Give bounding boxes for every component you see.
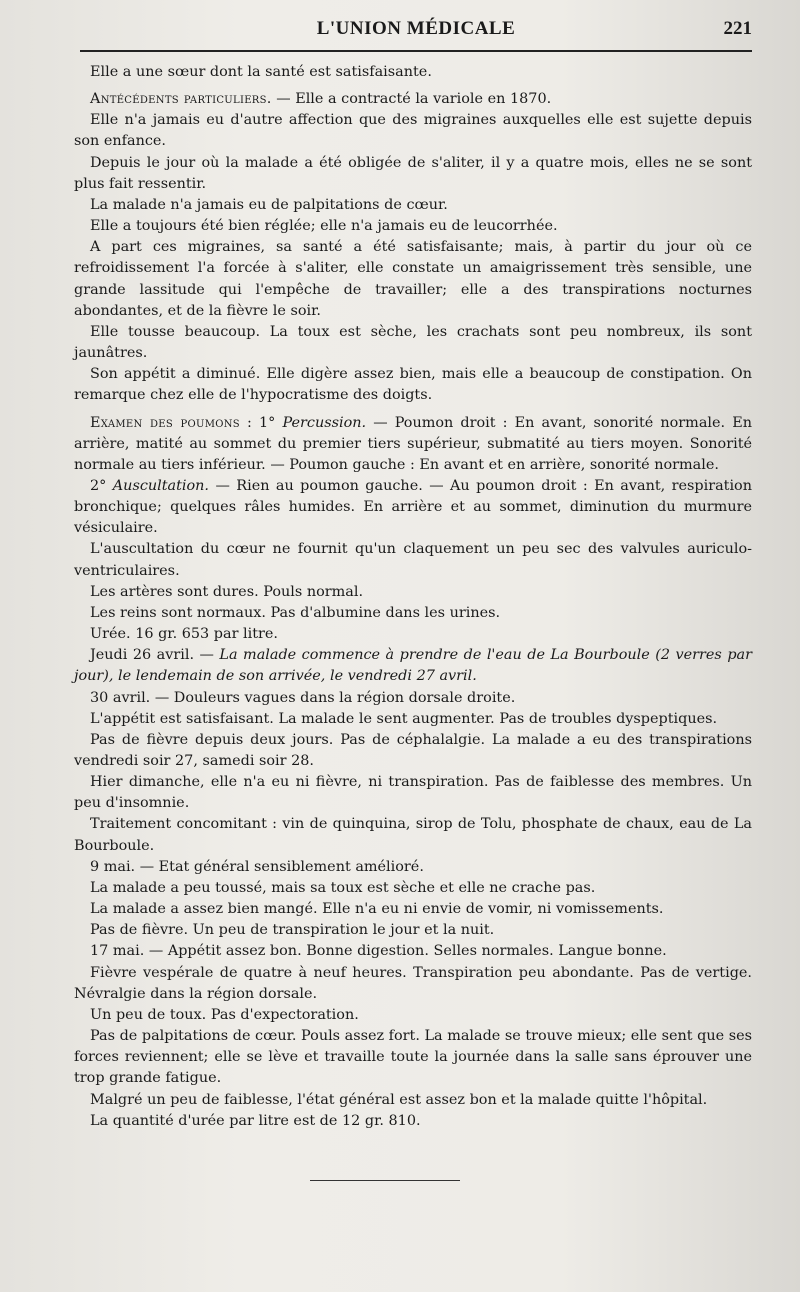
paragraph: Un peu de toux. Pas d'expectoration.: [90, 1006, 359, 1023]
paragraph: Traitement concomitant : vin de quinquina, sirop de Tolu, phosphate de chaux, eau de La Bourboule.: [74, 816, 752, 854]
journal-title: L'UNION MÉDICALE: [316, 18, 516, 39]
paragraph: Les reins sont normaux. Pas d'albumine dans les urines.: [90, 604, 501, 621]
section-label: Antécédents particuliers.: [90, 91, 272, 108]
end-rule: [310, 1180, 460, 1181]
paragraph: Pas de fièvre. Un peu de transpiration le jour et la nuit.: [90, 922, 495, 939]
page-number: 221: [723, 18, 752, 39]
paragraph: Hier dimanche, elle n'a eu ni fièvre, ni transpiration. Pas de faiblesse des membres. Un peu d'insomnie.: [74, 774, 752, 812]
italic-heading: Auscultation.: [112, 477, 210, 494]
paragraph-text: — Poumon droit : En avant, sonorité normale. En arrière, matité au sommet du premier tiers supérieur, submatité au tiers moyen. Sonorité normale au tiers inférieur. — Poumon gauche : En avant et en arrière, sonorité normale.: [74, 414, 752, 473]
paragraph: A part ces migraines, sa santé a été satisfaisante; mais, à partir du jour où ce refroidissement l'a forcée à s'aliter, elle constate un amaigrissement très sensible, une grande lassitude qui l'empêche de travailler; elle a des transpirations nocturnes abondantes, et de la fièvre le soir.: [74, 239, 752, 319]
paragraph-text: : 1°: [239, 414, 283, 431]
paragraph: 9 mai. — Etat général sensiblement amélioré.: [90, 858, 424, 875]
paragraph: Les artères sont dures. Pouls normal.: [90, 583, 364, 600]
article-body: [74, 62, 752, 1132]
paragraph: [74, 476, 752, 539]
paragraph: [74, 89, 752, 110]
paragraph: 17 mai. — Appétit assez bon. Bonne digestion. Selles normales. Langue bonne.: [90, 943, 667, 960]
paragraph-text: 2°: [90, 477, 113, 494]
paragraph: Elle tousse beaucoup. La toux est sèche, les crachats sont peu nombreux, ils sont jaunâtres.: [74, 323, 752, 362]
paragraph-text: — Elle a contracté la variole en 1870.: [271, 91, 552, 108]
paragraph: Elle n'a jamais eu d'autre affection que des migraines auxquelles elle est sujette depuis son enfance.: [74, 112, 752, 150]
paragraph: La malade a peu toussé, mais sa toux est sèche et elle ne crache pas.: [90, 879, 596, 896]
paragraph: L'appétit est satisfaisant. La malade le sent augmenter. Pas de troubles dyspeptiques.: [90, 710, 718, 727]
paragraph: Depuis le jour où la malade a été obligée de s'aliter, il y a quatre mois, elles ne se sont plus fait ressentir.: [74, 154, 752, 192]
paragraph: Son appétit a diminué. Elle digère assez bien, mais elle a beaucoup de constipation. On remarque chez elle de l'hypocratisme des doigts.: [74, 366, 752, 404]
paragraph: La malade a assez bien mangé. Elle n'a eu ni envie de vomir, ni vomissements.: [90, 901, 664, 918]
paragraph: La quantité d'urée par litre est de 12 gr. 810.: [90, 1112, 421, 1129]
header-rule: [80, 50, 752, 52]
paragraph: La malade n'a jamais eu de palpitations de cœur.: [90, 196, 448, 213]
paragraph: Pas de palpitations de cœur. Pouls assez fort. La malade se trouve mieux; elle sent que ses forces reviennent; elle se lève et travaille toute la journée dans la salle sans éprouver une trop grande fatigue.: [74, 1028, 752, 1087]
paragraph: Elle a toujours été bien réglée; elle n'a jamais eu de leucorrhée.: [90, 218, 558, 235]
paragraph: Pas de fièvre depuis deux jours. Pas de céphalalgie. La malade a eu des transpirations vendredi soir 27, samedi soir 28.: [74, 731, 752, 769]
paragraph: 30 avril. — Douleurs vagues dans la région dorsale droite.: [90, 689, 516, 706]
page-header: [80, 18, 752, 44]
paragraph-text: — Rien au poumon gauche. — Au poumon droit : En avant, respiration bronchique; quelques râles humides. En arrière et au sommet, diminution du murmure vésiculaire.: [74, 477, 752, 537]
paragraph-text: Jeudi 26 avril. —: [90, 647, 220, 664]
paragraph: [74, 413, 752, 476]
paragraph: Urée. 16 gr. 653 par litre.: [90, 626, 278, 643]
section-label: Examen des poumons: [90, 414, 240, 431]
paragraph: L'auscultation du cœur ne fournit qu'un claquement un peu sec des valvules auriculo-ventriculaires.: [74, 541, 752, 579]
paragraph: Malgré un peu de faiblesse, l'état général est assez bon et la malade quitte l'hôpital.: [90, 1091, 708, 1108]
paragraph: [74, 645, 752, 687]
italic-text: La malade commence à prendre de l'eau de La Bourboule (2 verres par jour), le lendemain de son arrivée, le vendredi 27 avril.: [74, 647, 752, 685]
italic-heading: Percussion.: [282, 414, 367, 431]
paragraph: Fièvre vespérale de quatre à neuf heures. Transpiration peu abondante. Pas de vertige. Névralgie dans la région dorsale.: [74, 964, 752, 1002]
paragraph: Elle a une sœur dont la santé est satisfaisante.: [90, 64, 432, 80]
